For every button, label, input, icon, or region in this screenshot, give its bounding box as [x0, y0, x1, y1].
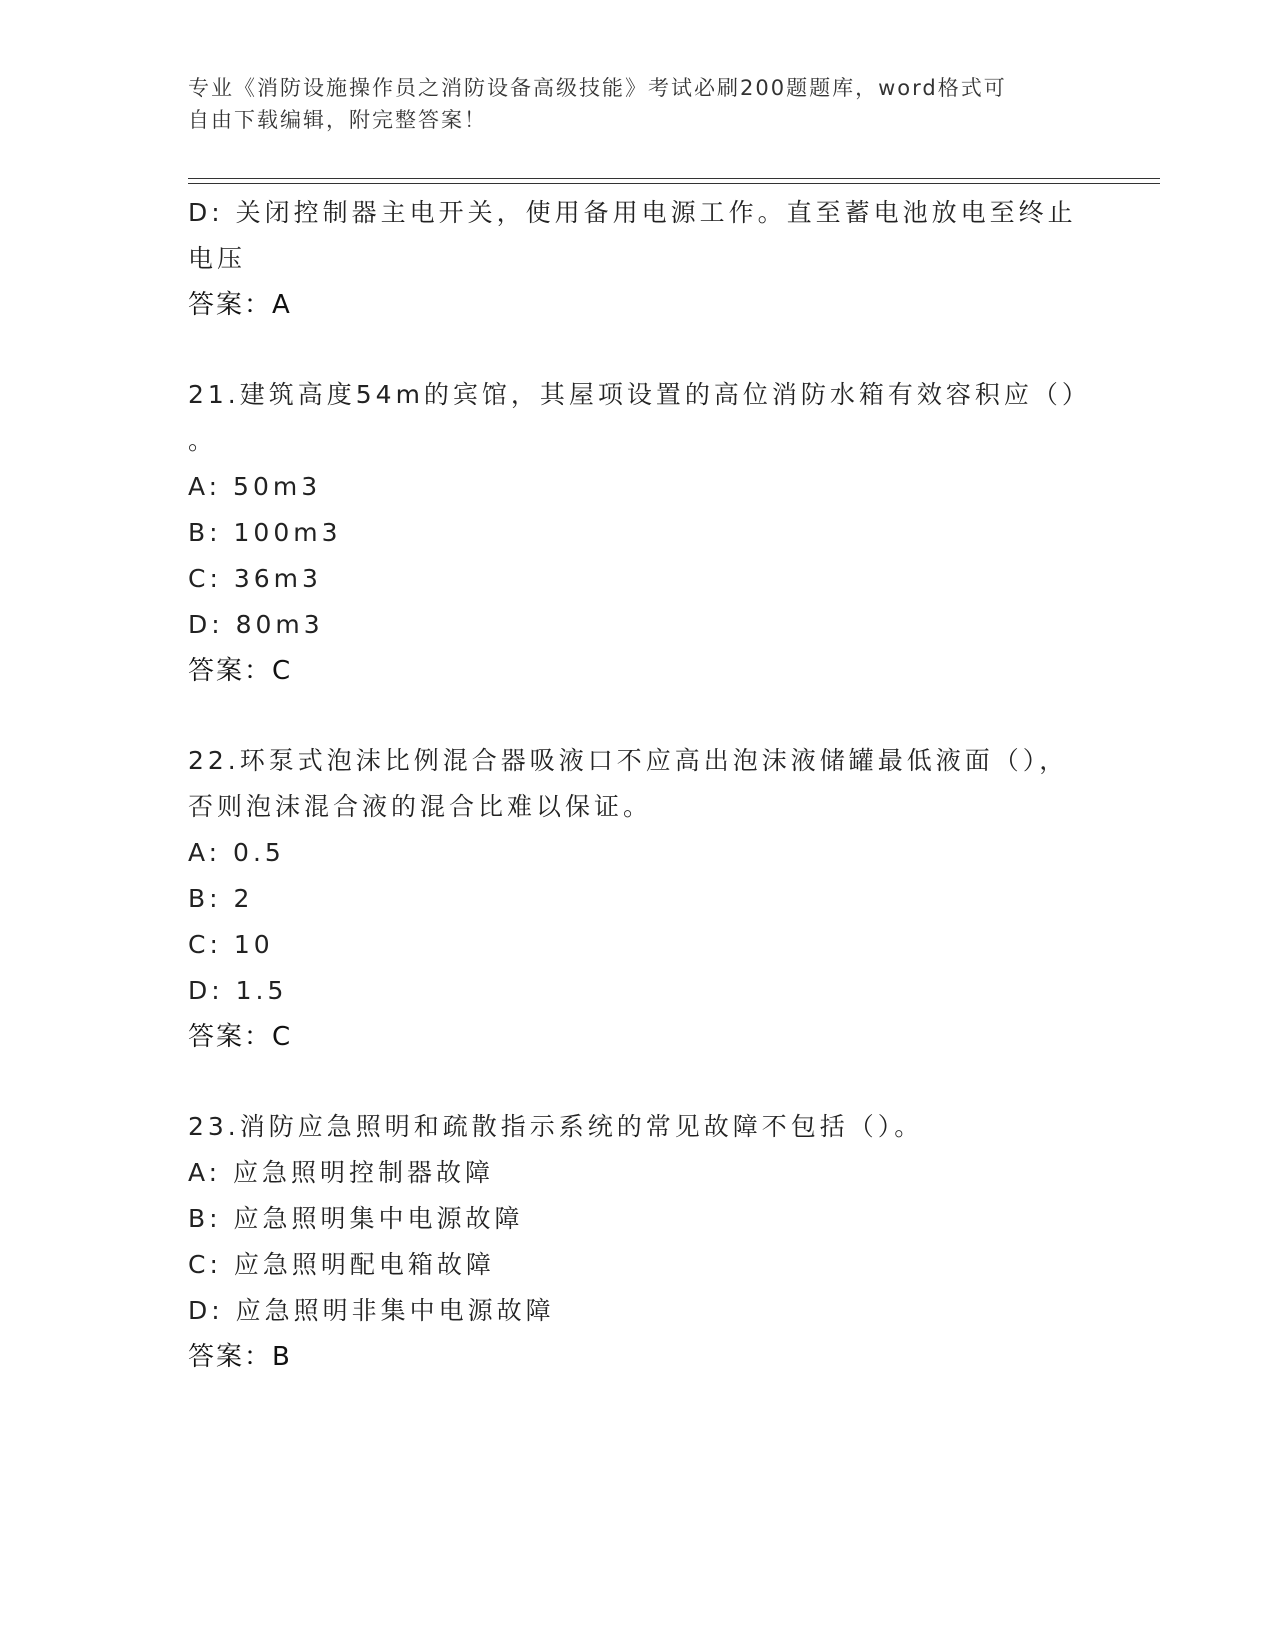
- answer: 答案：C: [188, 1022, 293, 1052]
- question-stem: 23.消防应急照明和疏散指示系统的常见故障不包括（）。: [188, 1112, 924, 1141]
- document-header: [188, 72, 1088, 136]
- question-stem: 22.环泵式泡沫比例混合器吸液口不应高出泡沫液储罐最低液面（），: [188, 746, 1069, 775]
- option-b: B: 应急照明集中电源故障: [188, 1204, 524, 1233]
- option-c: C: 应急照明配电箱故障: [188, 1250, 495, 1279]
- answer: 答案：C: [188, 656, 293, 686]
- spacer: [188, 694, 1108, 738]
- question-stem: 21.建筑高度54m的宾馆，其屋项设置的高位消防水箱有效容积应（）: [188, 380, 1091, 409]
- spacer: [188, 328, 1108, 372]
- previous-question-tail: [188, 190, 1108, 328]
- question-stem-continued: 。: [188, 426, 218, 455]
- header-divider-top: [188, 178, 1160, 179]
- option-b: B: 100m3: [188, 518, 342, 547]
- header-line-2: 自由下载编辑，附完整答案！: [188, 108, 487, 132]
- option-c: C: 36m3: [188, 564, 322, 593]
- option-a: A: 50m3: [188, 472, 322, 501]
- answer: 答案：A: [188, 290, 292, 320]
- option-d: D: 关闭控制器主电开关，使用备用电源工作。直至蓄电池放电至终止: [188, 198, 1077, 227]
- option-d: D: 1.5: [188, 976, 288, 1005]
- option-d: D: 80m3: [188, 610, 324, 639]
- question-23: [188, 1104, 1108, 1380]
- spacer: [188, 1060, 1108, 1104]
- answer: 答案：B: [188, 1342, 292, 1372]
- header-line-1: 专业《消防设施操作员之消防设备高级技能》考试必刷200题题库，word格式可: [188, 76, 1007, 100]
- question-22: [188, 738, 1108, 1060]
- option-a: A: 0.5: [188, 838, 285, 867]
- document-body: [188, 190, 1108, 1380]
- option-b: B: 2: [188, 884, 254, 913]
- option-a: A: 应急照明控制器故障: [188, 1158, 495, 1187]
- question-stem-continued: 否则泡沫混合液的混合比难以保证。: [188, 792, 653, 821]
- question-21: [188, 372, 1108, 694]
- option-d-continued: 电压: [188, 244, 247, 273]
- option-d: D: 应急照明非集中电源故障: [188, 1296, 555, 1325]
- option-c: C: 10: [188, 930, 274, 959]
- header-divider-bottom: [188, 183, 1160, 184]
